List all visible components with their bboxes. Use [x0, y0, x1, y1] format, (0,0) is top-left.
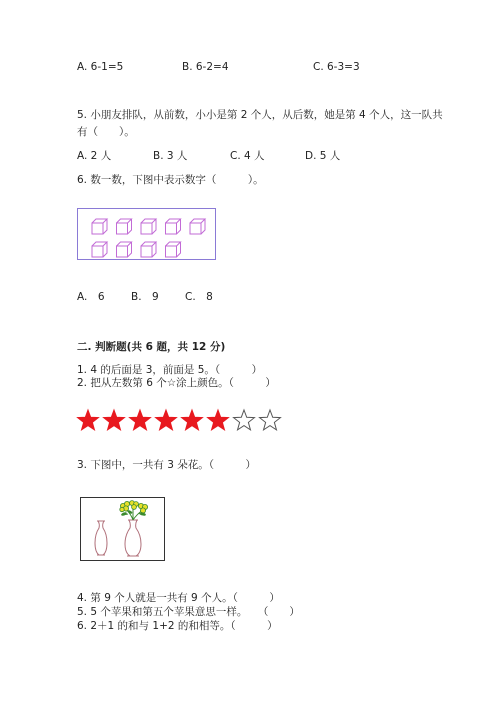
q5-option-a: A. 2 人	[77, 150, 112, 162]
vase-figure-svg	[81, 498, 166, 562]
filled-star-icon	[130, 410, 151, 430]
tf-q4: 4. 第 9 个人就是一共有 9 个人。（ ）	[77, 592, 280, 604]
cube-icon	[166, 219, 181, 234]
q4-option-b: B. 6-2=4	[182, 61, 229, 73]
tf-q3: 3. 下图中，一共有 3 朵花。（ ）	[77, 459, 256, 471]
empty-star-icon	[234, 410, 255, 430]
empty-star-icon	[260, 410, 281, 430]
cube-figure-svg	[78, 209, 217, 261]
filled-star-icon	[156, 410, 177, 430]
stars-row	[76, 407, 286, 435]
q5-text-line1: 5. 小朋友排队，从前数，小小是第 2 个人，从后数，她是第 4 个人，这一队共	[77, 109, 443, 121]
cube-icon	[117, 219, 132, 234]
cube-icon	[141, 219, 156, 234]
flowers-icon	[120, 501, 148, 513]
q5-option-c: C. 4 人	[230, 150, 265, 162]
q5-option-b: B. 3 人	[153, 150, 188, 162]
q5-option-d: D. 5 人	[305, 150, 341, 162]
cube-icon	[166, 242, 181, 257]
tf-q1: 1. 4 的后面是 3，前面是 5。（ ）	[77, 364, 263, 376]
cube-icon	[190, 219, 205, 234]
cube-icon	[92, 219, 107, 234]
q6-option-c: C. 8	[185, 291, 213, 303]
q6-option-a: A. 6	[77, 291, 105, 303]
flower-vase-icon	[125, 520, 141, 556]
cube-icon	[92, 242, 107, 257]
tf-q6: 6. 2＋1 的和与 1+2 的和相等。（ ）	[77, 620, 278, 632]
q4-option-a: A. 6-1=5	[77, 61, 124, 73]
section-2-title: 二. 判断题(共 6 题，共 12 分)	[77, 341, 226, 353]
filled-star-icon	[182, 410, 203, 430]
cube-figure	[77, 208, 216, 260]
filled-star-icon	[104, 410, 125, 430]
empty-vase-icon	[95, 521, 107, 555]
cube-icon	[141, 242, 156, 257]
q5-text-line2: 有（ ）。	[77, 126, 135, 138]
filled-star-icon	[78, 410, 99, 430]
vase-flower-figure	[80, 497, 165, 561]
cube-icon	[117, 242, 132, 257]
q6-text: 6. 数一数，下图中表示数字（ ）。	[77, 174, 264, 186]
filled-star-icon	[208, 410, 229, 430]
tf-q5: 5. 5 个苹果和第五个苹果意思一样。 （ ）	[77, 606, 300, 618]
tf-q2: 2. 把从左数第 6 个☆涂上颜色。（ ）	[77, 377, 276, 389]
q4-option-c: C. 6-3=3	[313, 61, 360, 73]
q6-option-b: B. 9	[131, 291, 159, 303]
